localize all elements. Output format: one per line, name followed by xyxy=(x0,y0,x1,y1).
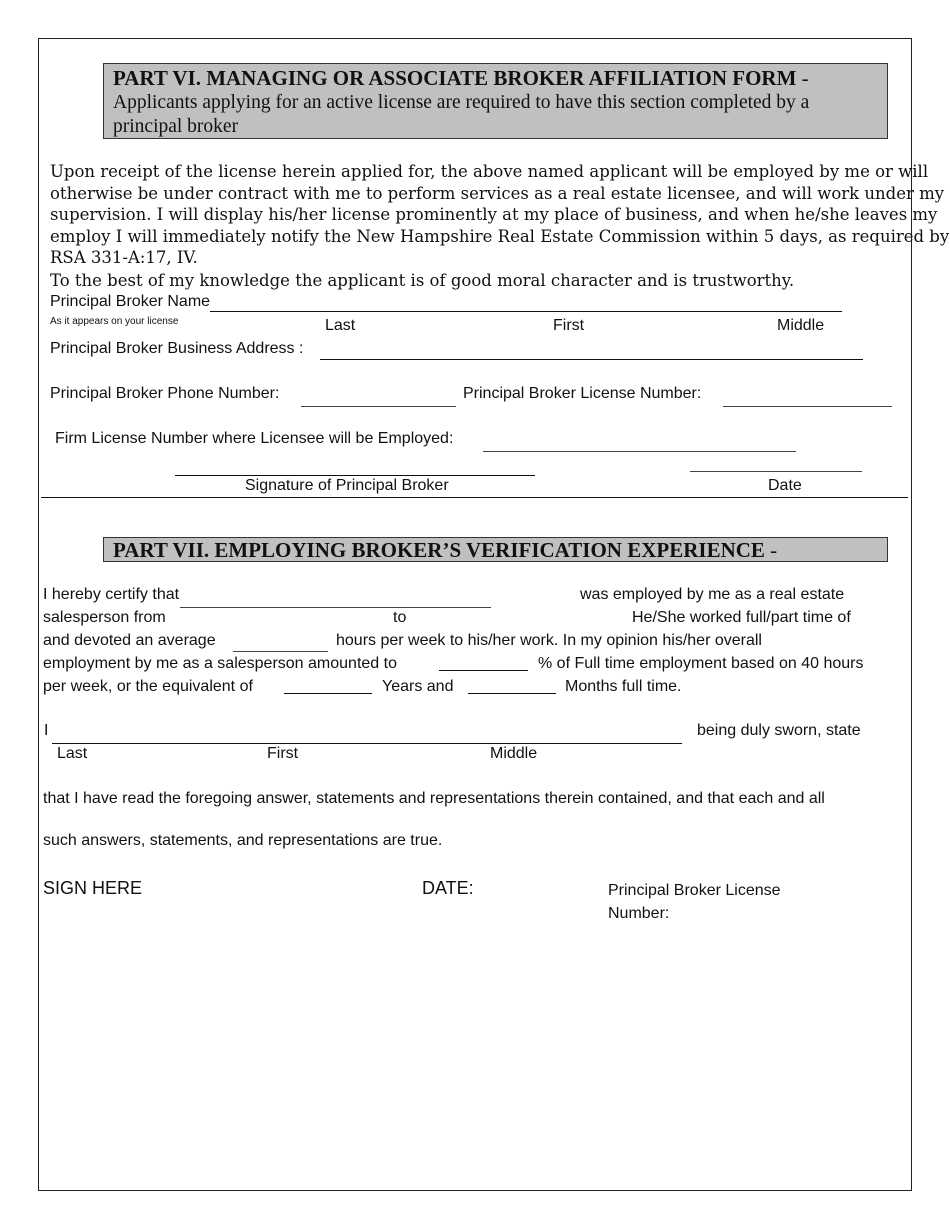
name-last-label: Last xyxy=(325,317,356,334)
firm-license-label: Firm License Number where Licensee will be Employed: xyxy=(55,430,454,447)
months-field[interactable] xyxy=(468,693,556,694)
employee-name-field[interactable] xyxy=(180,607,491,608)
employed-text: was employed by me as a real estate xyxy=(580,586,845,603)
salesperson-from-text: salesperson from xyxy=(43,609,166,626)
business-address-field[interactable] xyxy=(320,359,863,360)
business-address-label: Principal Broker Business Address : xyxy=(50,340,304,357)
part7-title: PART VII. EMPLOYING BROKER’S VERIFICATION EXPERIENCE xyxy=(113,538,765,562)
date-label-part7: DATE: xyxy=(422,878,474,898)
hours-field[interactable] xyxy=(233,651,328,652)
sworn-first-label: First xyxy=(267,745,299,762)
part7-title-dash: - xyxy=(764,538,778,562)
certify-text: I hereby certify that xyxy=(43,586,180,603)
paragraph-line: supervision. I will display his/her license prominently at my place of business, and when he/she leaves my xyxy=(50,205,938,224)
months-text: Months full time. xyxy=(565,678,682,695)
sworn-last-label: Last xyxy=(57,745,88,762)
signature-label: Signature of Principal Broker xyxy=(245,477,449,494)
principal-broker-name-field[interactable] xyxy=(210,311,842,312)
percent-field[interactable] xyxy=(439,670,528,671)
part6-subtitle-line2: principal broker xyxy=(113,116,239,137)
employment-text: employment by me as a salesperson amounted to xyxy=(43,655,397,672)
license-number-label: Principal Broker License Number: xyxy=(463,385,702,402)
license-label-line1: Principal Broker License xyxy=(608,882,781,899)
sworn-text: being duly sworn, state xyxy=(697,722,861,739)
hours-text: hours per week to his/her work. In my opinion his/her overall xyxy=(336,632,762,649)
worked-text: He/She worked full/part time of xyxy=(632,609,851,626)
statement-line2: such answers, statements, and representations are true. xyxy=(43,832,443,849)
paragraph-line: RSA 331-A:17, IV. xyxy=(50,248,198,267)
part6-title-dash: - xyxy=(796,66,809,90)
section-divider xyxy=(41,497,908,498)
principal-broker-name-label: Principal Broker Name xyxy=(50,293,211,310)
sworn-name-field[interactable] xyxy=(52,743,682,744)
phone-number-field[interactable] xyxy=(301,406,456,407)
part6-subtitle-line1: Applicants applying for an active license are required to have this section completed by a xyxy=(113,92,810,113)
to-text: to xyxy=(393,609,407,626)
name-note: As it appears on your license xyxy=(50,316,179,327)
years-field[interactable] xyxy=(284,693,372,694)
paragraph-line: otherwise be under contract with me to perform services as a real estate licensee, and will work under my xyxy=(50,183,945,203)
per-week-text: per week, or the equivalent of xyxy=(43,678,253,695)
part6-title: PART VI. MANAGING OR ASSOCIATE BROKER AFFILIATION FORM xyxy=(113,66,797,90)
paragraph-line: employ I will immediately notify the New Hampshire Real Estate Commission within 5 days, as required by xyxy=(50,226,950,246)
name-middle-label: Middle xyxy=(777,317,825,334)
phone-number-label: Principal Broker Phone Number: xyxy=(50,385,280,402)
percent-text: % of Full time employment based on 40 hours xyxy=(538,655,864,672)
i-text: I xyxy=(44,722,49,739)
sworn-middle-label: Middle xyxy=(490,745,538,762)
part6-paragraph xyxy=(50,161,949,291)
license-number-field[interactable] xyxy=(723,406,892,407)
license-number-block xyxy=(608,879,781,925)
license-label-line2: Number: xyxy=(608,905,670,922)
signature-field[interactable] xyxy=(175,475,535,476)
part6-header xyxy=(103,63,888,139)
firm-license-field[interactable] xyxy=(483,451,796,452)
paragraph-line: Upon receipt of the license herein applied for, the above named applicant will be employed by me or will xyxy=(50,162,929,181)
devoted-text: and devoted an average xyxy=(43,632,216,649)
statement-line1: that I have read the foregoing answer, statements and representations therein contained, and that each and all xyxy=(43,790,825,807)
part7-header xyxy=(103,537,888,562)
name-first-label: First xyxy=(553,317,585,334)
years-text: Years and xyxy=(382,678,454,695)
date-label: Date xyxy=(768,477,802,494)
paragraph-line: To the best of my knowledge the applicant is of good moral character and is trustworthy. xyxy=(50,270,795,290)
sign-here-label: SIGN HERE xyxy=(43,878,143,898)
date-field[interactable] xyxy=(690,471,862,472)
